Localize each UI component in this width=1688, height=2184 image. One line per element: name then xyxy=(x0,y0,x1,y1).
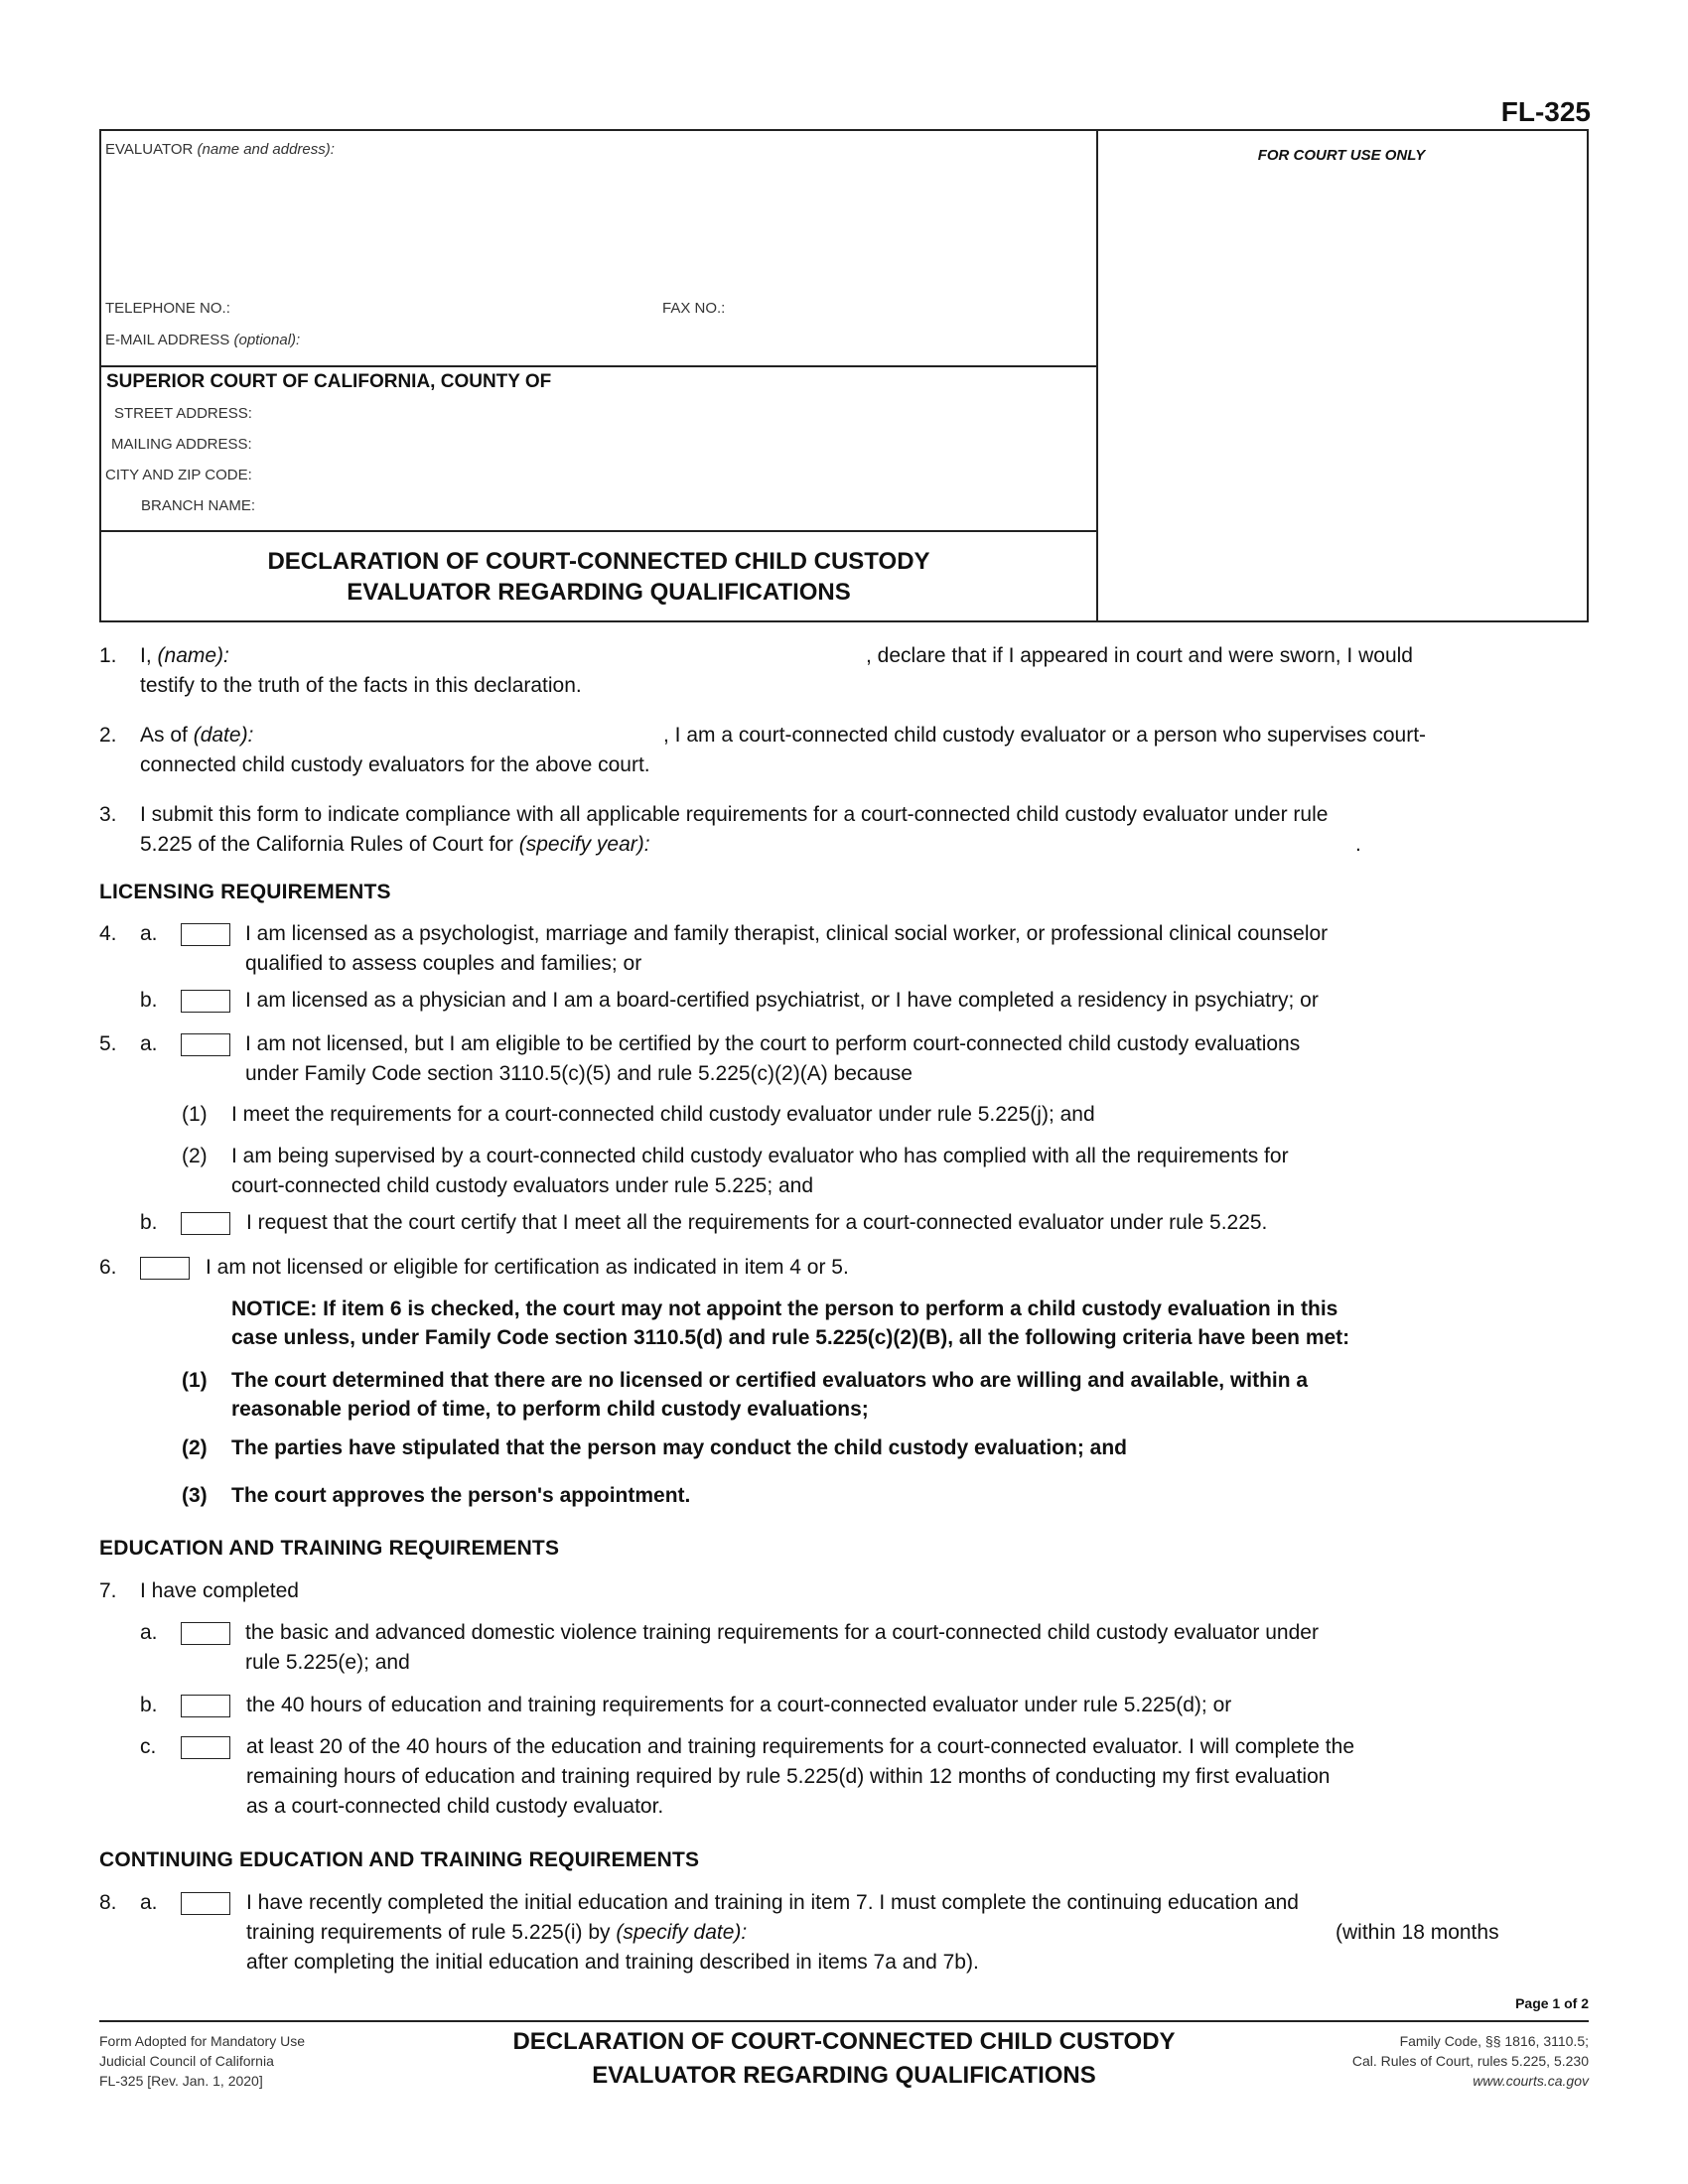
criteria-3: The court approves the person's appointment. xyxy=(231,1484,691,1507)
evaluator-label: EVALUATOR (name and address): xyxy=(105,141,335,158)
sub-number: (2) xyxy=(182,1436,208,1459)
item-letter: c. xyxy=(140,1735,157,1758)
item-5a-checkbox[interactable] xyxy=(181,1033,230,1056)
item-number: 1. xyxy=(99,644,117,667)
item-5b-checkbox[interactable] xyxy=(181,1212,230,1235)
item-4b-checkbox[interactable] xyxy=(181,990,230,1013)
sub-number: (1) xyxy=(182,1369,208,1392)
item-letter: b. xyxy=(140,989,158,1012)
item-3-text: 5.225 of the California Rules of Court for (specify year): xyxy=(140,833,650,856)
criteria-1: The court determined that there are no licensed or certified evaluators who are willing and available, within a xyxy=(231,1369,1309,1392)
item-5a2-text: I am being supervised by a court-connected child custody evaluator who has complied with all the requirements for xyxy=(231,1145,1289,1167)
form-title-line: EVALUATOR REGARDING QUALIFICATIONS xyxy=(347,578,851,606)
item-7c-text: remaining hours of education and training required by rule 5.225(d) within 12 months of conducting my first evaluation xyxy=(246,1765,1331,1788)
item-5a2-text: court-connected child custody evaluators under rule 5.225; and xyxy=(231,1174,814,1197)
caption-left xyxy=(101,131,1098,620)
section-heading: CONTINUING EDUCATION AND TRAINING REQUIREMENTS xyxy=(99,1848,700,1871)
item-1-text: testify to the truth of the facts in this declaration. xyxy=(140,674,582,697)
item-7a-text: rule 5.225(e); and xyxy=(245,1651,410,1674)
mailing-label: MAILING ADDRESS: xyxy=(111,436,252,453)
item-number: 7. xyxy=(99,1579,117,1602)
criteria-1: reasonable period of time, to perform child custody evaluations; xyxy=(231,1398,869,1421)
form-title xyxy=(101,530,1096,622)
item-8a-text: (within 18 months xyxy=(1336,1921,1499,1944)
item-4a-text: I am licensed as a psychologist, marriage and family therapist, clinical social worker, or professional clinical counselor xyxy=(245,922,1329,945)
form-title-line: DECLARATION OF COURT-CONNECTED CHILD CUSTODY xyxy=(267,547,930,575)
item-5a-text: I am not licensed, but I am eligible to be certified by the court to perform court-connected child custody evaluations xyxy=(245,1032,1301,1055)
criteria-2: The parties have stipulated that the person may conduct the child custody evaluation; and xyxy=(231,1436,1127,1459)
form-number: FL-325 xyxy=(1500,96,1591,127)
item-7c-text: at least 20 of the 40 hours of the education and training requirements for a court-connected evaluator. I will complete the xyxy=(246,1735,1355,1758)
item-6-checkbox[interactable] xyxy=(140,1257,190,1280)
item-5a1-text: I meet the requirements for a court-connected child custody evaluator under rule 5.225(j); and xyxy=(231,1103,1095,1126)
court-use-label: FOR COURT USE ONLY xyxy=(1257,147,1426,164)
item-7b-checkbox[interactable] xyxy=(181,1695,230,1717)
item-8a-text: after completing the initial education and training described in items 7a and 7b). xyxy=(246,1951,979,1974)
footer-left-line: Form Adopted for Mandatory Use xyxy=(99,2033,305,2049)
section-heading: LICENSING REQUIREMENTS xyxy=(99,881,391,903)
item-number: 6. xyxy=(99,1256,117,1279)
section-heading: EDUCATION AND TRAINING REQUIREMENTS xyxy=(99,1537,560,1560)
item-6-text: I am not licensed or eligible for certification as indicated in item 4 or 5. xyxy=(206,1256,849,1279)
email-label: E-MAIL ADDRESS (optional): xyxy=(105,332,301,348)
item-3-text: . xyxy=(1355,833,1361,856)
item-number: 2. xyxy=(99,724,117,747)
item-number: 4. xyxy=(99,922,117,945)
item-8a-text: training requirements of rule 5.225(i) by (specify date): xyxy=(246,1921,748,1944)
item-8a-checkbox[interactable] xyxy=(181,1892,230,1915)
item-letter: a. xyxy=(140,1891,158,1914)
street-label: STREET ADDRESS: xyxy=(114,405,252,422)
item-number: 5. xyxy=(99,1032,117,1055)
item-4a-checkbox[interactable] xyxy=(181,923,230,946)
sub-number: (3) xyxy=(182,1484,208,1507)
fax-label: FAX NO.: xyxy=(662,300,726,317)
item-7a-text: the basic and advanced domestic violence training requirements for a court-connected child custody evaluator under xyxy=(245,1621,1319,1644)
item-letter: a. xyxy=(140,922,158,945)
notice-text: NOTICE: If item 6 is checked, the court may not appoint the person to perform a child custody evaluation in this xyxy=(231,1297,1338,1320)
court-use-area xyxy=(1096,131,1587,620)
footer-divider xyxy=(99,2020,1589,2022)
item-letter: b. xyxy=(140,1694,158,1716)
page-number: Page 1 of 2 xyxy=(1515,1995,1589,2011)
item-letter: a. xyxy=(140,1621,158,1644)
item-7a-checkbox[interactable] xyxy=(181,1622,230,1645)
item-2-text: connected child custody evaluators for the above court. xyxy=(140,753,650,776)
item-4a-text: qualified to assess couples and families; or xyxy=(245,952,642,975)
item-8a-text: I have recently completed the initial education and training in item 7. I must complete the continuing education and xyxy=(246,1891,1299,1914)
item-2-text: As of (date): xyxy=(140,724,254,747)
item-5a-text: under Family Code section 3110.5(c)(5) and rule 5.225(c)(2)(A) because xyxy=(245,1062,913,1085)
item-7c-text: as a court-connected child custody evaluator. xyxy=(246,1795,664,1818)
caption-box xyxy=(99,129,1589,622)
footer-left-line: FL-325 [Rev. Jan. 1, 2020] xyxy=(99,2073,263,2089)
footer-left xyxy=(99,2031,305,2091)
item-5b-text: I request that the court certify that I meet all the requirements for a court-connected evaluator under rule 5.225. xyxy=(246,1211,1268,1234)
court-title: SUPERIOR COURT OF CALIFORNIA, COUNTY OF xyxy=(106,371,552,392)
footer-right xyxy=(1352,2031,1589,2091)
notice-text: case unless, under Family Code section 3110.5(d) and rule 5.225(c)(2)(B), all the following criteria have been met: xyxy=(231,1326,1350,1349)
item-4b-text: I am licensed as a physician and I am a board-certified psychiatrist, or I have completed a residency in psychiatry; or xyxy=(245,989,1319,1012)
footer-right-line: Cal. Rules of Court, rules 5.225, 5.230 xyxy=(1351,2053,1589,2069)
item-7b-text: the 40 hours of education and training requirements for a court-connected evaluator under rule 5.225(d); or xyxy=(246,1694,1232,1716)
item-1-text: I, (name): xyxy=(140,644,229,667)
branch-label: BRANCH NAME: xyxy=(141,497,256,514)
telephone-label: TELEPHONE NO.: xyxy=(105,300,230,317)
footer-title-line: EVALUATOR REGARDING QUALIFICATIONS xyxy=(592,2062,1096,2089)
item-3-text: I submit this form to indicate compliance with all applicable requirements for a court-connected child custody evaluator under rule xyxy=(140,803,1329,826)
city-label: CITY AND ZIP CODE: xyxy=(105,467,252,483)
sub-number: (2) xyxy=(182,1145,208,1167)
footer-left-line: Judicial Council of California xyxy=(99,2053,274,2069)
footer-right-line: Family Code, §§ 1816, 3110.5; xyxy=(1399,2033,1589,2049)
item-number: 3. xyxy=(99,803,117,826)
footer-title-line: DECLARATION OF COURT-CONNECTED CHILD CUSTODY xyxy=(512,2028,1176,2055)
item-number: 8. xyxy=(99,1891,117,1914)
divider xyxy=(101,365,1096,367)
item-2-text: , I am a court-connected child custody evaluator or a person who supervises court- xyxy=(663,724,1427,747)
footer-title xyxy=(447,2025,1241,2093)
item-letter: b. xyxy=(140,1211,158,1234)
item-7-text: I have completed xyxy=(140,1579,299,1602)
courts-link[interactable]: www.courts.ca.gov xyxy=(1473,2073,1589,2089)
item-7c-checkbox[interactable] xyxy=(181,1736,230,1759)
sub-number: (1) xyxy=(182,1103,208,1126)
item-letter: a. xyxy=(140,1032,158,1055)
item-1-text: , declare that if I appeared in court and were sworn, I would xyxy=(866,644,1413,667)
